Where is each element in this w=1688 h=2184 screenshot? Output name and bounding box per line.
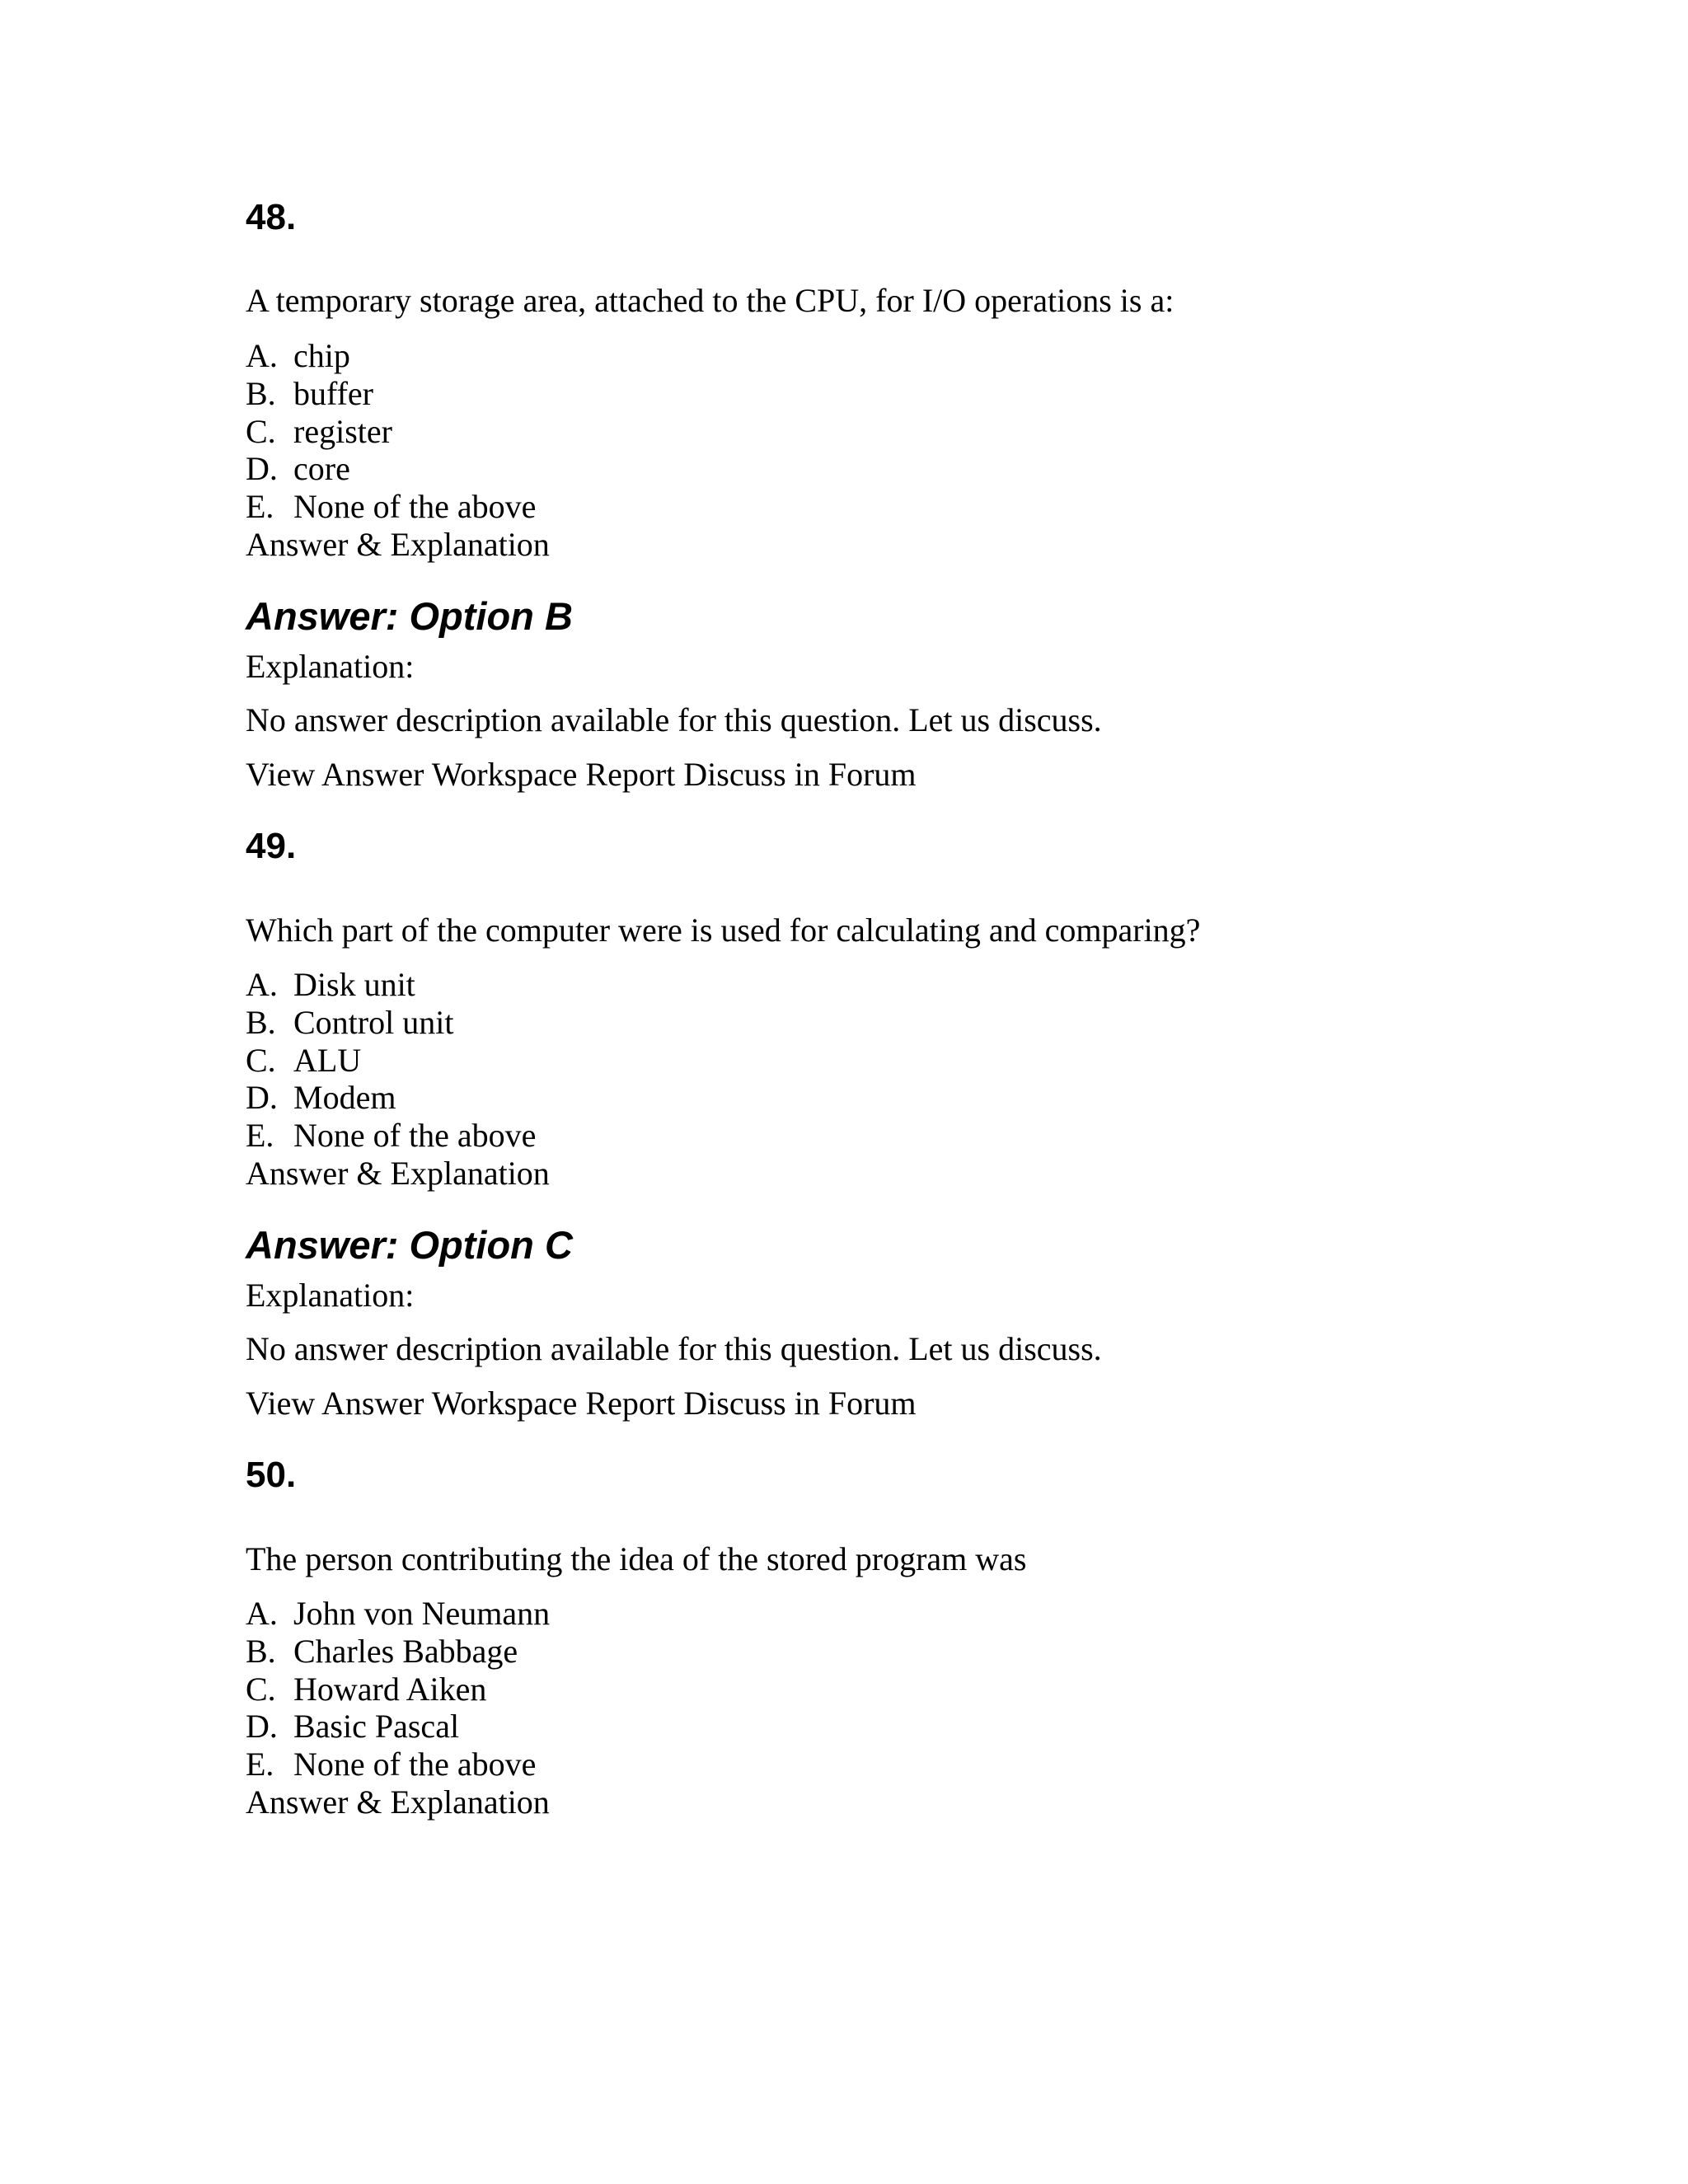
question-number: 50.: [246, 1455, 297, 1495]
option-text: Charles Babbage: [293, 1633, 518, 1670]
option-letter: B.: [246, 375, 276, 412]
option-text: register: [293, 413, 392, 450]
option-text: Howard Aiken: [293, 1671, 487, 1708]
answer-actions[interactable]: View Answer Workspace Report Discuss in Forum: [246, 1385, 917, 1422]
option-text: None of the above: [293, 1746, 537, 1783]
option-item: [246, 1004, 453, 1042]
explanation-text: No answer description available for this question. Let us discuss.: [246, 1330, 1102, 1367]
option-text: buffer: [293, 375, 373, 412]
option-item: [246, 337, 350, 375]
option-item: [246, 375, 373, 413]
answer-heading: Answer: Option C: [246, 1223, 573, 1267]
question-text: A temporary storage area, attached to the CPU, for I/O operations is a:: [246, 282, 1175, 319]
option-letter: A.: [246, 966, 278, 1003]
option-letter: D.: [246, 1079, 278, 1116]
option-item: [246, 1595, 550, 1633]
explanation-text: No answer description available for this question. Let us discuss.: [246, 701, 1102, 738]
option-text: Basic Pascal: [293, 1708, 460, 1745]
question-number: 48.: [246, 197, 297, 237]
option-text: core: [293, 450, 350, 487]
option-item: [246, 1671, 486, 1708]
option-letter: A.: [246, 337, 278, 374]
option-letter: C.: [246, 1671, 276, 1708]
option-item: [246, 966, 415, 1004]
option-letter: E.: [246, 488, 274, 525]
option-text: chip: [293, 337, 350, 374]
question-text: Which part of the computer were is used for calculating and comparing?: [246, 912, 1201, 949]
answer-explanation-link[interactable]: Answer & Explanation: [246, 1155, 550, 1192]
option-letter: E.: [246, 1746, 274, 1783]
answer-actions[interactable]: View Answer Workspace Report Discuss in Forum: [246, 756, 917, 793]
option-item: [246, 413, 392, 451]
option-item: [246, 1079, 396, 1117]
option-item: [246, 1117, 536, 1155]
answer-explanation-link[interactable]: Answer & Explanation: [246, 526, 550, 563]
question-text: The person contributing the idea of the stored program was: [246, 1540, 1027, 1577]
option-letter: B.: [246, 1633, 276, 1670]
option-letter: C.: [246, 1042, 276, 1079]
option-letter: A.: [246, 1595, 278, 1632]
option-item: [246, 1708, 459, 1746]
option-text: ALU: [293, 1042, 362, 1079]
option-letter: C.: [246, 413, 276, 450]
option-item: [246, 1633, 518, 1671]
option-text: None of the above: [293, 488, 537, 525]
answer-explanation-link[interactable]: Answer & Explanation: [246, 1783, 550, 1821]
explanation-label: Explanation:: [246, 648, 415, 685]
option-item: [246, 1042, 361, 1080]
option-text: Control unit: [293, 1004, 454, 1041]
option-text: John von Neumann: [293, 1595, 551, 1632]
answer-heading: Answer: Option B: [246, 594, 573, 638]
question-number: 49.: [246, 826, 297, 866]
option-letter: E.: [246, 1117, 274, 1154]
option-text: None of the above: [293, 1117, 537, 1154]
option-item: [246, 1746, 536, 1783]
option-letter: D.: [246, 450, 278, 487]
option-text: Disk unit: [293, 966, 415, 1003]
option-letter: D.: [246, 1708, 278, 1745]
explanation-label: Explanation:: [246, 1277, 415, 1314]
option-letter: B.: [246, 1004, 276, 1041]
option-item: [246, 488, 536, 526]
option-text: Modem: [293, 1079, 396, 1116]
option-item: [246, 450, 350, 488]
